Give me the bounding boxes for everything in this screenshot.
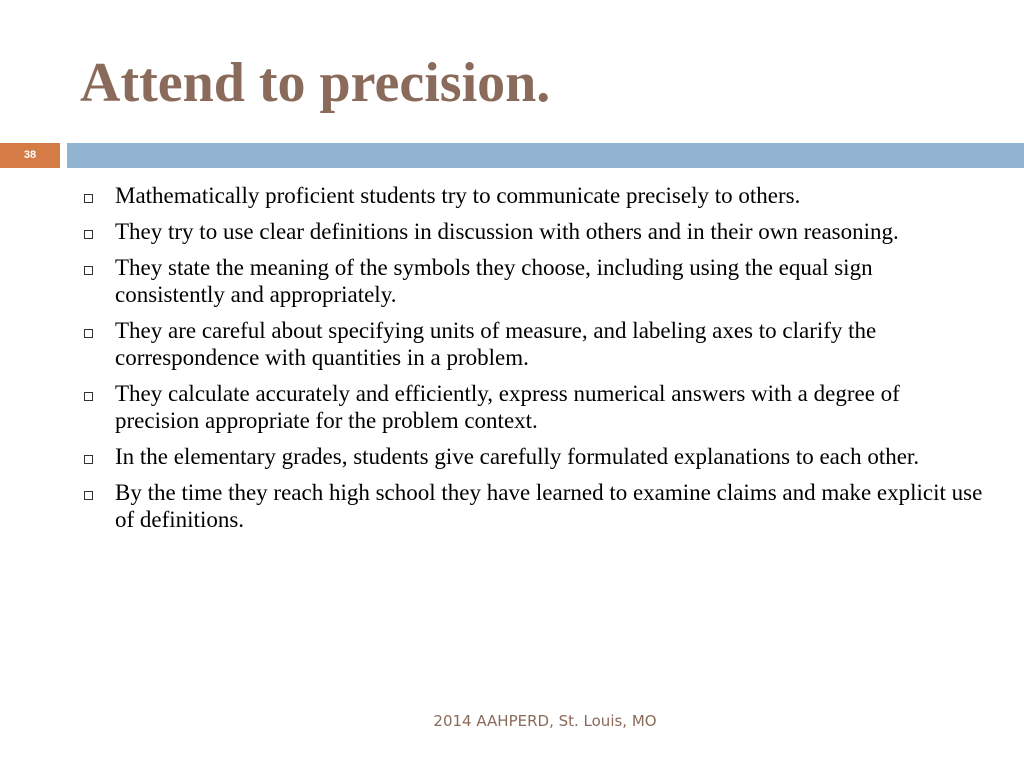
bullet-text: They state the meaning of the symbols they choose, including using the equal sign consistently and appropriately.: [115, 255, 873, 307]
bullet-item: [78, 218, 983, 245]
bullet-text: Mathematically proficient students try to communicate precisely to others.: [115, 183, 801, 208]
square-bullet-icon: [84, 194, 93, 203]
bullet-item: [78, 479, 983, 533]
square-bullet-icon: [84, 266, 93, 275]
bullet-text: In the elementary grades, students give carefully formulated explanations to each other.: [115, 444, 920, 469]
bullet-text: They calculate accurately and efficiently, express numerical answers with a degree of precision appropriate for the problem context.: [115, 381, 900, 433]
bullet-text: They try to use clear definitions in discussion with others and in their own reasoning.: [115, 219, 899, 244]
bullet-text: They are careful about specifying units of measure, and labeling axes to clarify the correspondence with quantities in a problem.: [115, 318, 877, 370]
bullet-text: By the time they reach high school they have learned to examine claims and make explicit use of definitions.: [115, 480, 983, 532]
slide-footer: 2014 AAHPERD, St. Louis, MO: [433, 712, 657, 730]
bullet-item: [78, 380, 983, 434]
slide-number-badge: 38: [0, 143, 60, 168]
bullet-item: [78, 443, 983, 470]
bullet-item: [78, 182, 983, 209]
bullet-item: [78, 317, 983, 371]
slide-title: Attend to precision.: [80, 52, 551, 114]
square-bullet-icon: [84, 230, 93, 239]
square-bullet-icon: [84, 491, 93, 500]
square-bullet-icon: [84, 329, 93, 338]
square-bullet-icon: [84, 455, 93, 464]
bullet-item: [78, 254, 983, 308]
header-bar: [67, 143, 1024, 168]
square-bullet-icon: [84, 392, 93, 401]
bullet-list: [78, 182, 983, 542]
